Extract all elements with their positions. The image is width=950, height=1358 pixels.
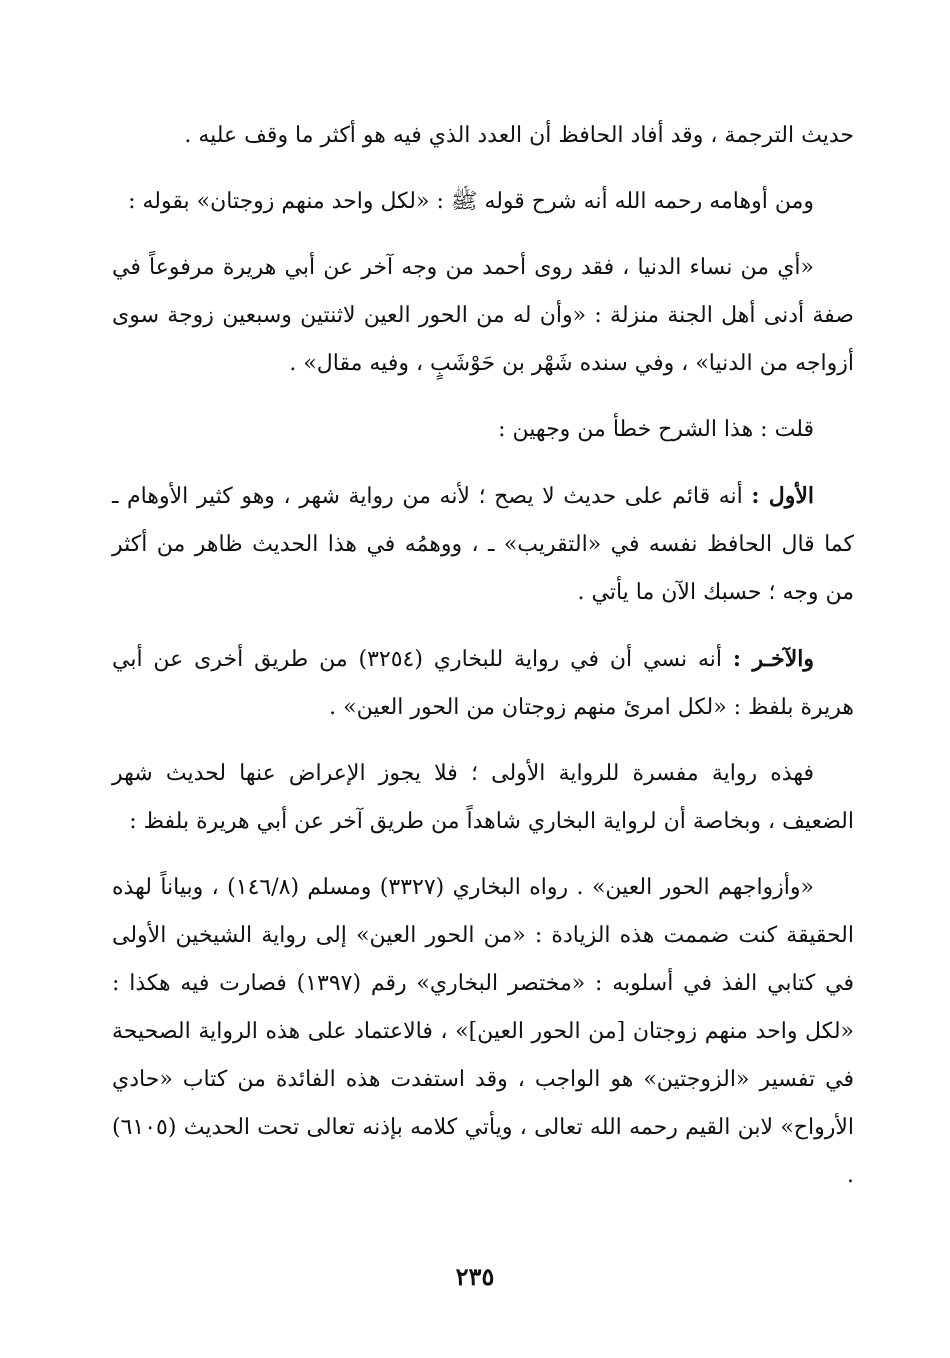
paragraph-4-text: قلت : هذا الشرح خطأ من وجهين : bbox=[498, 417, 814, 442]
paragraph-8-text: «وأزواجهم الحور العين» . رواه البخاري (٣٣٢٧) ومسلم (١٤٦/٨) ، وبياناً لهذه الحقيقة كنت ضممت هذه الزيادة : «من الحور العين» إلى رواية الشيخين الأولى في كتابي الفذ في أسلوبه : «مختصر البخاري» رقم (١٣٩٧) فصارت فيه هكذا : «لكل واحد منهم زوجتان [من الحور العين]» ، فالاعتماد على هذه الرواية الصحيحة في تفسير «الزوجتين» هو الواجب ، وقد استفدت هذه الفائدة من كتاب «حادي الأرواح» لابن القيم رحمه الله تعالى ، ويأتي كلامه بإذنه تعالى تحت الحديث (٦١٠٥) . bbox=[112, 875, 855, 1188]
paragraph-8 bbox=[112, 864, 854, 1200]
paragraph-2 bbox=[112, 178, 854, 226]
paragraph-1 bbox=[112, 112, 854, 160]
paragraph-6-lead: والآخـر : bbox=[732, 646, 814, 672]
paragraph-7-text: فهذه رواية مفسرة للرواية الأولى ؛ فلا يجوز الإعراض عنها لحديث شهر الضعيف ، وبخاصة أن لرواية البخاري شاهداً من طريق آخر عن أبي هريرة بلفظ : bbox=[112, 761, 854, 834]
paragraph-3-text: «أي من نساء الدنيا ، فقد روى أحمد من وجه آخر عن أبي هريرة مرفوعاً في صفة أدنى أهل الجنة منزلة : «وأن له من الحور العين لاثنتين وسبعين زوجة سوى أزواجه من الدنيا» ، وفي سنده شَهْر بن حَوْشَبٍ ، وفيه مقال» . bbox=[112, 255, 854, 376]
paragraph-6 bbox=[112, 635, 854, 732]
paragraph-5 bbox=[112, 472, 854, 617]
page-number: ٢٣٥ bbox=[455, 1262, 495, 1291]
paragraph-5-text: أنه قائم على حديث لا يصح ؛ لأنه من رواية شهر ، وهو كثير الأوهام ـ كما قال الحافظ نفسه في «التقريب» ـ ، ووهمُه في هذا الحديث ظاهر من أكثر من وجه ؛ حسبك الآن ما يأتي . bbox=[112, 484, 854, 605]
paragraph-5-lead: الأول : bbox=[751, 483, 814, 509]
paragraph-1-text: حديث الترجمة ، وقد أفاد الحافظ أن العدد الذي فيه هو أكثر ما وقف عليه . bbox=[184, 123, 854, 148]
paragraph-3 bbox=[112, 244, 854, 388]
paragraph-4 bbox=[112, 406, 854, 454]
paragraph-2-text: ومن أوهامه رحمه الله أنه شرح قوله ﷺ : «لكل واحد منهم زوجتان» بقوله : bbox=[128, 189, 814, 214]
paragraph-6-text: أنه نسي أن في رواية للبخاري (٣٢٥٤) من طريق أخرى عن أبي هريرة بلفظ : «لكل امرئ منهم زوجتان من الحور العين» . bbox=[112, 647, 854, 720]
page-body bbox=[112, 112, 854, 1200]
paragraph-7 bbox=[112, 750, 854, 846]
